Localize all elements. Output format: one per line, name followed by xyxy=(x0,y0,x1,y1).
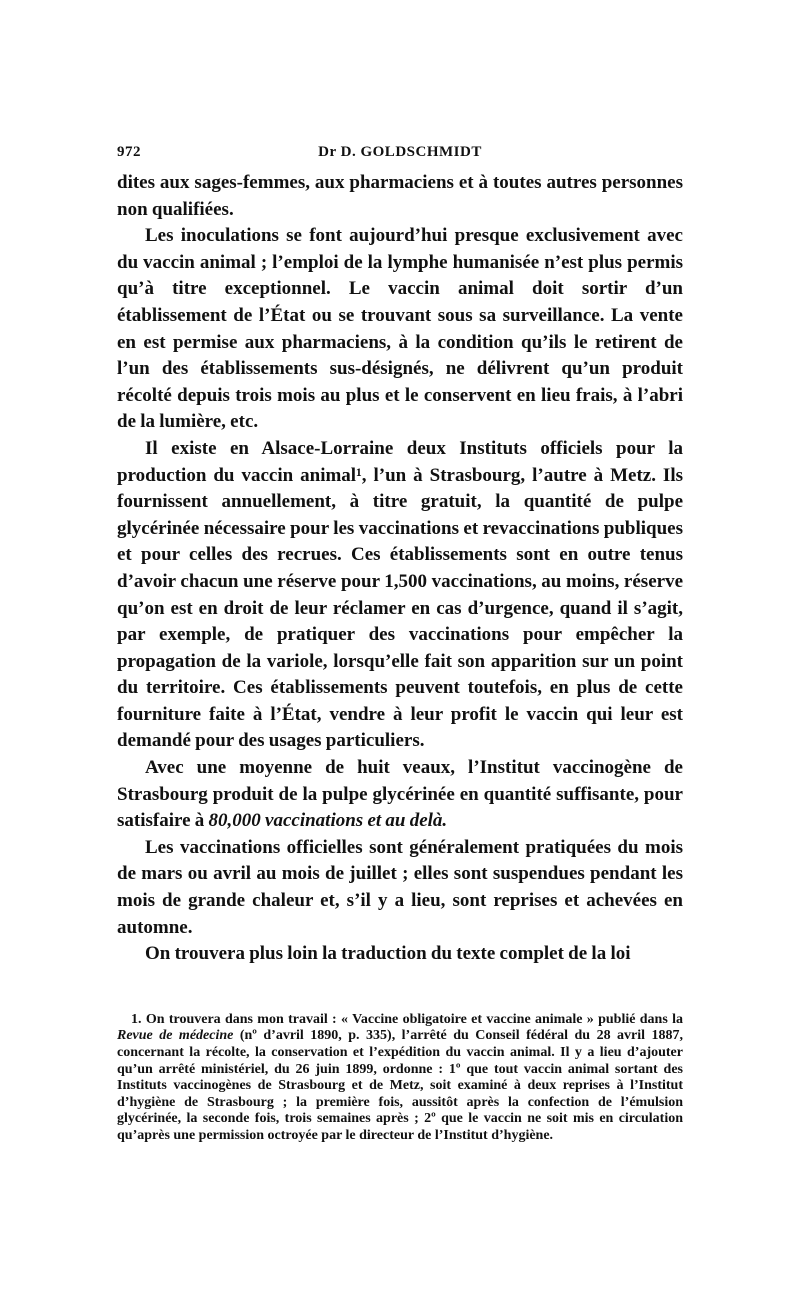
paragraph-instituts: Il existe en Alsace-Lorraine deux Instituts officiels pour la production du vaccin animal¹, l’un à Strasbourg, l’autre à Metz. Ils fournissent annuellement, à titre gratuit, la quantité de pulpe glycérinée nécessaire pour les vaccinations et revaccinations publiques et pour celles des recrues. Ces établissements sont en outre tenus d’avoir chacun une réserve pour 1,500 vaccinations, au moins, réserve qu’on est en droit de leur réclamer en cas d’urgence, quand il s’agit, par exemple, de pratiquer des vaccinations pour empêcher la propagation de la variole, lorsqu’elle fait son apparition sur un point du territoire. Ces établissements peuvent toutefois, en plus de cette fourniture faite à l’État, vendre à leur profit le vaccin qui leur est demandé pour des usages particuliers. xyxy=(117,437,683,752)
paragraph-continuation: dites aux sages-femmes, aux pharmaciens et à toutes autres personnes non qualifiées. xyxy=(117,172,683,220)
paragraph-inoculations: Les inoculations se font aujourd’hui presque exclusivement avec du vaccin animal ; l’emploi de la lymphe humanisée n’est plus permis qu’à titre exceptionnel. Le vaccin animal doit sortir d’un établissement de l’État ou se trouvant sous sa surveillance. La vente en est permise aux pharmaciens, à la condition qu’ils le retirent de l’un des établissements sus-désignés, ne délivrent qu’un produit récolté depuis trois mois au plus et le conservent en lieu frais, à l’abri de la lumière, etc. xyxy=(117,225,683,433)
footnotes xyxy=(117,1012,683,1145)
document-page xyxy=(117,140,683,1145)
paragraph-strasbourg-emphasis: 80,000 vaccinations et au delà. xyxy=(208,810,448,832)
paragraph-strasbourg-lead: Avec une moyenne de huit veaux, l’Institut vaccinogène de Strasbourg produit de la pulpe glycérinée en quantité suffisante, pour satisfaire à xyxy=(117,757,683,832)
footnote-1-tail: (nº d’avril 1890, p. 335), l’arrêté du Conseil fédéral du 28 avril 1887, concernant la récolte, la conservation et l’expédition du vaccin animal. Il y a lieu d’ajouter qu’un arrêté ministériel, du 26 juin 1899, ordonne : 1º que tout vaccin animal sortant des Instituts vaccinogènes de Strasbourg et de Metz, soit examiné à deux reprises à l’Institut d’hygiène de Strasbourg ; la première fois, aussitôt après la confection de l’émulsion glycérinée, la seconde fois, trois semaines après ; 2º que le vaccin ne soit mis en circulation qu’après une permission octroyée par le directeur de l’Institut d’hygiène. xyxy=(117,1028,684,1143)
body-text xyxy=(117,170,683,968)
footnote-1 xyxy=(117,1012,683,1145)
page-number: 972 xyxy=(117,144,141,160)
paragraph-traduction: On trouvera plus loin la traduction du texte complet de la loi xyxy=(145,943,631,965)
running-head: Dr D. GOLDSCHMIDT xyxy=(318,144,482,160)
paragraph-vaccinations-officielles: Les vaccinations officielles sont généralement pratiquées du mois de mars ou avril au mois de juillet ; elles sont suspendues pendant les mois de grande chaleur et, s’il y a lieu, sont reprises et achevées en automne. xyxy=(117,836,683,938)
footnote-1-lead: 1. On trouvera dans mon travail : « Vaccine obligatoire et vaccine animale » publié dans la xyxy=(131,1011,683,1027)
paragraph-strasbourg xyxy=(117,755,683,835)
footnote-1-journal: Revue de médecine xyxy=(117,1028,234,1044)
page-header xyxy=(117,140,683,170)
